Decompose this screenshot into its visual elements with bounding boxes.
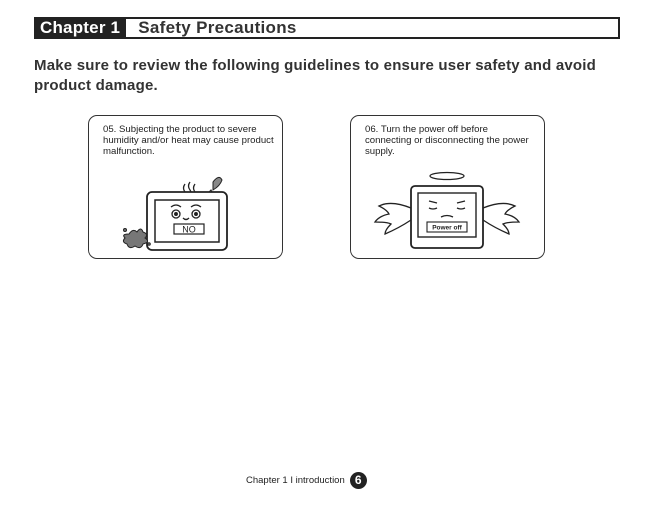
monitor-screen-label: NO (182, 224, 196, 235)
page-number-badge: 6 (350, 472, 367, 489)
intro-text: Make sure to review the following guidelines to ensure user safety and avoid product damage. (34, 57, 597, 94)
footer-text: Chapter 1 I introduction (246, 474, 345, 486)
right-wing-icon (483, 203, 519, 234)
monitor-screen-label: Power off (432, 224, 462, 232)
precaution-text-06: 06. Turn the power off before connecting or disconnecting the power supply. (365, 124, 529, 157)
precaution-card-05 (88, 115, 283, 259)
chapter-title: Safety Precautions (138, 18, 297, 37)
chapter-tag: Chapter 1 (36, 19, 126, 37)
precaution-card-06 (350, 115, 545, 259)
monitor-power-off-illustration (351, 166, 543, 258)
left-wing-icon (375, 203, 411, 234)
page-footer (246, 470, 367, 490)
precaution-text-05: 05. Subjecting the product to severe humidity and/or heat may cause product malfunction. (103, 124, 274, 157)
halo-icon (430, 173, 464, 180)
chapter-header (34, 17, 620, 39)
monitor-heat-humidity-illustration (89, 166, 281, 258)
